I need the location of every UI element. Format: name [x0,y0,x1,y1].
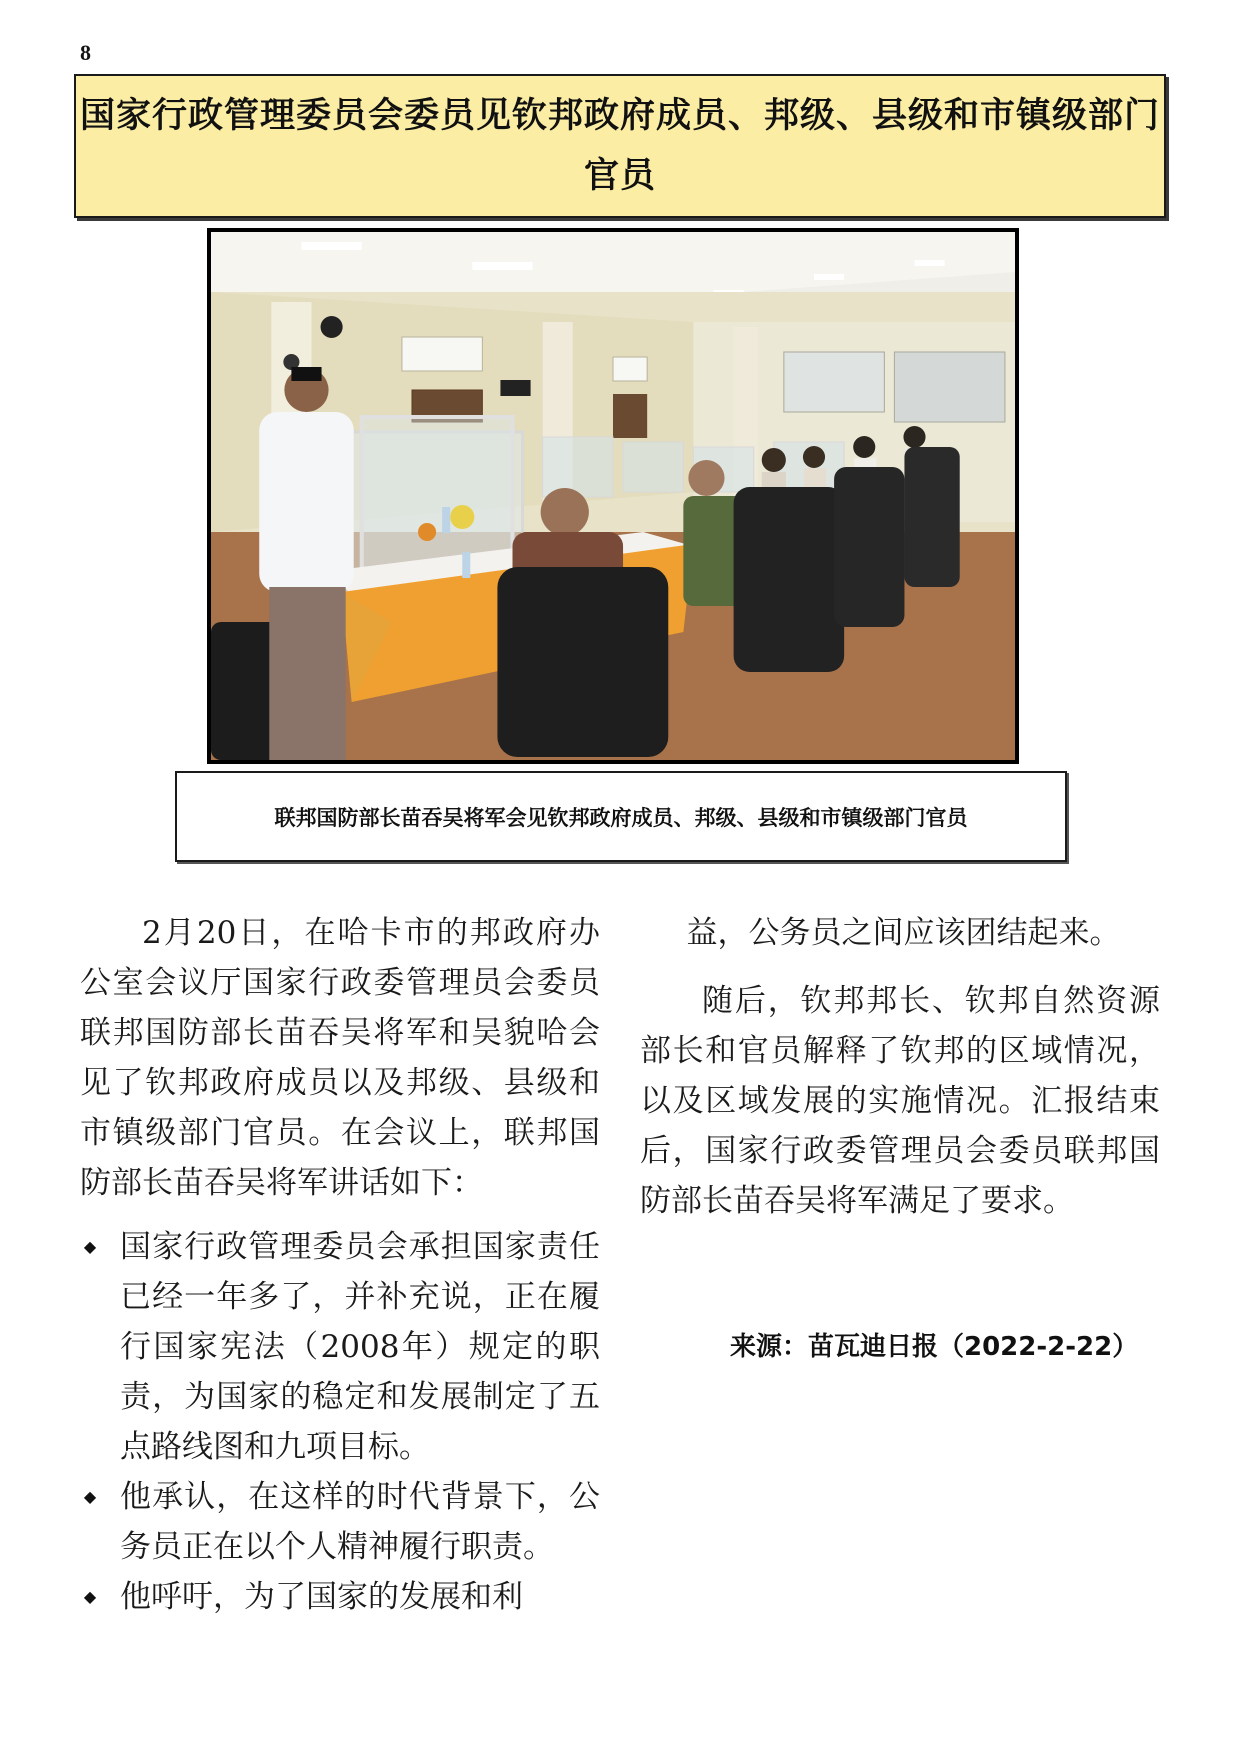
diamond-bullet-icon: ◆ [83,1587,97,1606]
report-paragraph: 随后，钦邦邦长、钦邦自然资源部长和官员解释了钦邦的区域情况，以及区域发展的实施情况。汇报结束后，国家行政委管理员会委员联邦国防部长苗吞吴将军满足了要求。 [640,983,1160,1219]
key-points-list [80,1222,600,1622]
leather-chair [734,487,845,672]
source-citation: 来源：苗瓦迪日报（2022-2-22） [730,1332,1139,1362]
diamond-bullet-icon: ◆ [83,1487,97,1506]
intro-paragraph: 2月20日，在哈卡市的邦政府办公室会议厅国家行政委管理员会委员联邦国防部长苗吞吴将军和吴貌哈会见了钦邦政府成员以及邦级、县级和市镇级部门官员。在会议上，联邦国防部长苗吞吴将军讲话如下： [80,915,600,1201]
title-banner [74,74,1166,218]
leather-chair [497,567,668,757]
page-number: 8 [80,40,91,65]
officer-head [688,460,724,496]
speaker-longyi [269,587,345,760]
photo-caption: 联邦国防部长苗吞吴将军会见钦邦政府成员、邦级、县级和市镇级部门官员 [274,805,968,830]
ceiling-light [301,242,361,250]
speaker-shirt [259,412,353,592]
meeting-room-photo [211,232,1015,760]
photo-caption-box [175,771,1067,862]
article-photo [207,228,1019,764]
bullet-continuation: 益，公务员之间应该团结起来。 [686,915,1121,951]
window [402,337,482,371]
list-item [80,1222,600,1472]
wall-speaker [321,316,343,338]
attendee-head [541,488,589,536]
list-item-text: 他呼吁，为了国家的发展和利 [120,1579,523,1615]
list-item-text: 他承认，在这样的时代背景下，公务员正在以个人精神履行职责。 [120,1479,600,1565]
right-column [640,908,1160,1363]
diamond-bullet-icon: ◆ [83,1237,97,1256]
list-item [80,1472,600,1572]
wall-clock [500,380,530,396]
left-column [80,908,600,1622]
list-item [80,1572,600,1622]
article-title: 国家行政管理委员会委员见钦邦政府成员、邦级、县级和市镇级部门官员 [79,96,1160,196]
list-item-text: 国家行政管理委员会承担国家责任已经一年多了，并补充说，正在履行国家宪法（2008年）规定的职责，为国家的稳定和发展制定了五点路线图和九项目标。 [120,1229,600,1465]
